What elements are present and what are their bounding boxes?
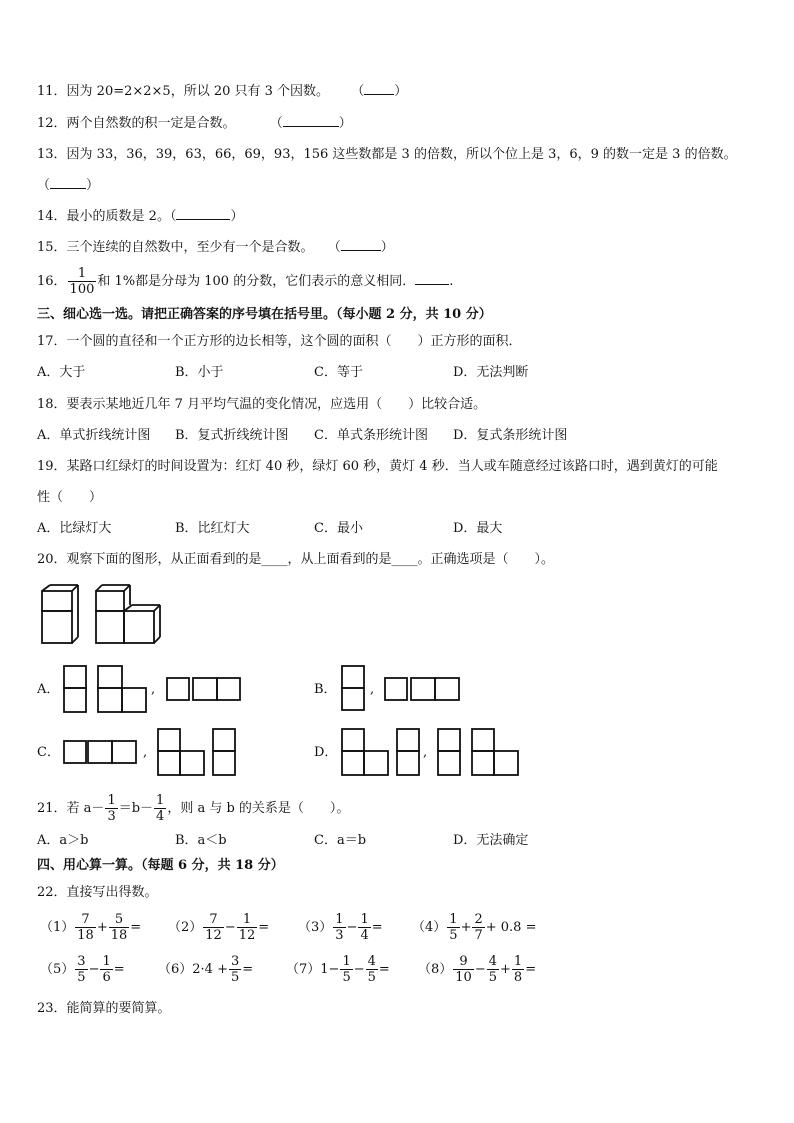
q21-option-c[interactable]: C．a＝b bbox=[314, 833, 367, 848]
calc-3: （3） $\frac{1}{3}$ − $\frac{1}{4}$ = bbox=[298, 912, 383, 943]
question-22: 22．直接写出得数。 bbox=[37, 885, 158, 900]
q21-option-a[interactable]: A．a＞b bbox=[37, 833, 89, 848]
q19-option-b[interactable]: B．比红灯大 bbox=[175, 521, 250, 536]
calc-7: （7）1− $\frac{1}{5}$ − $\frac{4}{5}$ = bbox=[286, 954, 390, 985]
figure-left-column bbox=[42, 585, 78, 643]
calc-8: （8） $\frac{9}{10}$ − $\frac{4}{5}$ + $\frac{1}{8}$ = bbox=[418, 954, 537, 985]
question-18: 18．要表示某地近几年 7 月平均气温的变化情况，应选用（ ）比较合适。 bbox=[37, 397, 487, 412]
q19-option-a[interactable]: A．比绿灯大 bbox=[37, 521, 112, 536]
section-4-title: 四、用心算一算。（每题 6 分，共 18 分） bbox=[37, 858, 284, 873]
figure-right-l-shape bbox=[96, 585, 160, 643]
question-12: 12．两个自然数的积一定是合数。 （ ） bbox=[37, 116, 352, 131]
question-21: 21．若 a－ $\frac{1}{3}$ ＝b－ $\frac{1}{4}$ ，则 a 与 b 的关系是（ ）。 bbox=[37, 793, 350, 824]
q20-option-c-views[interactable] bbox=[62, 727, 242, 779]
answer-blank[interactable] bbox=[283, 114, 339, 127]
answer-blank[interactable] bbox=[341, 238, 381, 251]
answer-blank[interactable] bbox=[50, 176, 86, 189]
q18-option-b[interactable]: B．复式折线统计图 bbox=[175, 428, 289, 443]
q20-option-c-label[interactable]: C． bbox=[37, 745, 60, 760]
fraction: $\frac{1}{4}$ bbox=[156, 793, 165, 824]
question-13-answer: （ ） bbox=[37, 178, 100, 193]
question-16: 16． $\frac{1}{100}$ 和 1%都是分母为 100 的分数，它们表示的意义相同． . bbox=[37, 266, 454, 297]
answer-blank[interactable] bbox=[364, 82, 394, 95]
q19-option-d[interactable]: D．最大 bbox=[453, 521, 503, 536]
calc-6: （6）2·4 + $\frac{3}{5}$ = bbox=[158, 954, 254, 985]
calc-4: （4） $\frac{1}{5}$ + $\frac{2}{7}$ + 0.8 = bbox=[412, 912, 537, 943]
q20-option-a-label[interactable]: A． bbox=[37, 682, 60, 697]
q19-option-c[interactable]: C．最小 bbox=[314, 521, 363, 536]
calc-5: （5） $\frac{3}{5}$ − $\frac{1}{6}$ = bbox=[40, 954, 125, 985]
question-14: 14．最小的质数是 2。（ ） bbox=[37, 209, 244, 224]
q20-option-b-views[interactable] bbox=[340, 664, 462, 716]
q17-option-b[interactable]: B．小于 bbox=[175, 365, 224, 380]
answer-blank[interactable] bbox=[415, 272, 449, 285]
q20-option-d-label[interactable]: D． bbox=[314, 745, 338, 760]
q17-option-a[interactable]: A．大于 bbox=[37, 365, 86, 380]
question-11: 11．因为 20=2×2×5，所以 20 只有 3 个因数。 （ ） bbox=[37, 84, 408, 99]
q20-option-d-views[interactable] bbox=[340, 727, 522, 779]
calc-2: （2） $\frac{7}{12}$ − $\frac{1}{12}$ = bbox=[168, 912, 270, 943]
calc-1: （1） $\frac{7}{18}$ + $\frac{5}{18}$ = bbox=[40, 912, 142, 943]
q17-option-d[interactable]: D．无法判断 bbox=[453, 365, 529, 380]
answer-blank[interactable] bbox=[176, 207, 230, 220]
section-3-title: 三、细心选一选。请把正确答案的序号填在括号里。（每小题 2 分，共 10 分） bbox=[37, 307, 492, 322]
question-17: 17．一个圆的直径和一个正方形的边长相等，这个圆的面积（ ）正方形的面积． bbox=[37, 334, 522, 349]
question-23: 23．能简算的要简算。 bbox=[37, 1001, 171, 1016]
question-13: 13．因为 33，36，39，63，66，69，93，156 这些数都是 3 的倍数，所以个位上是 3，6，9 的数一定是 3 的倍数。 bbox=[37, 147, 737, 162]
q18-option-a[interactable]: A．单式折线统计图 bbox=[37, 428, 151, 443]
q21-option-b[interactable]: B．a＜b bbox=[175, 833, 227, 848]
q21-option-d[interactable]: D．无法确定 bbox=[453, 833, 529, 848]
q18-option-d[interactable]: D．复式条形统计图 bbox=[453, 428, 568, 443]
question-19-line1: 19．某路口红绿灯的时间设置为：红灯 40 秒，绿灯 60 秒，黄灯 4 秒．当人或车随意经过该路口时，遇到黄灯的可能 bbox=[37, 459, 718, 474]
q20-solid-figures bbox=[38, 583, 163, 648]
fraction: $\frac{1}{100}$ bbox=[69, 266, 95, 297]
q20-option-b-label[interactable]: B． bbox=[314, 682, 337, 697]
question-15: 15．三个连续的自然数中，至少有一个是合数。 （ ） bbox=[37, 240, 394, 255]
question-20: 20．观察下面的图形，从正面看到的是____，从上面看到的是____。正确选项是（ ）。 bbox=[37, 552, 555, 567]
q17-option-c[interactable]: C．等于 bbox=[314, 365, 363, 380]
q18-option-c[interactable]: C．单式条形统计图 bbox=[314, 428, 428, 443]
question-19-line2: 性（ ） bbox=[37, 490, 103, 505]
fraction: $\frac{1}{3}$ bbox=[107, 793, 116, 824]
